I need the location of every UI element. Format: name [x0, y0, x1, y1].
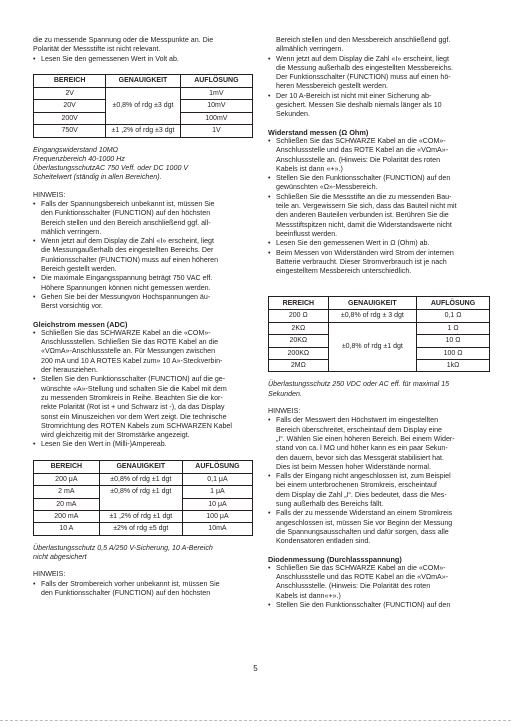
continued-text: Bereich stellen und den Messbereich anschließend ggf. allmählich verringern.	[276, 36, 451, 54]
list-item: • Beim Messen von Widerständen wird Strom der internen Batterie verbraucht. Dieser Stromverbrauch ist je nach eingestelltem Messbereich unterschiedlich.	[268, 249, 490, 277]
hinweis-label: HINWEIS:	[33, 190, 66, 199]
intro-text: die zu messende Spannung oder die Messpunkte an. Die Polarität der Messstifte ist nicht relevant.	[33, 36, 214, 54]
diode-list	[268, 564, 490, 610]
current-table	[33, 460, 253, 536]
ohm-list	[268, 137, 490, 276]
table-cell: 100mV	[180, 112, 252, 124]
table-header: AUFLÖSUNG	[182, 460, 252, 473]
table-row	[34, 486, 253, 498]
right-column	[268, 36, 490, 610]
table-row	[34, 87, 253, 99]
fuse-note: Überlastungsschutz 0,5 A/250 V-Sicherung, 10 A-Bereich nicht abgesichert	[33, 543, 213, 562]
table-cell: 2MΩ	[269, 360, 329, 372]
continued-list	[268, 55, 490, 120]
list-item: • Die maximale Eingangsspannung beträgt 750 VAC eff. Höhere Spannungen können nicht gemessen werden.	[33, 274, 253, 293]
table-cell: ±1 ,2% of rdg ±3 dgt	[106, 125, 180, 137]
table-cell: ±0,8% of rdg ±1 dgt	[99, 473, 182, 485]
table-cell: 1V	[180, 125, 252, 137]
table-header: BEREICH	[34, 74, 106, 87]
protection-note: Überlastungsschutz 250 VDC oder AC eff. für maximal 15 Sekunden.	[268, 380, 450, 398]
list-item: • Falls der Messwert den Höchstwert im eingestellten Bereich überschreitet, erscheintauf dem Display eine „I“. Wählen Sie einen höheren Bereich. Bei einem Wider- stand von ca. l MΩ und höher kann es ein paar Sekun- den dauern, bevor sich das Messgerät stabilisiert hat. Dies ist beim Messen hoher Widerstände normal.	[268, 416, 490, 472]
table-cell: ±0,8% of rdg ±1 dgt	[99, 486, 182, 511]
table-cell: 10mA	[182, 523, 252, 535]
table-header-row	[269, 297, 490, 310]
section-heading-ohm: Widerstand messen (Ω Ohm)	[268, 127, 369, 137]
table-cell: ±0,8% of rdg ±3 dgt	[106, 87, 180, 124]
list-item: • Schließen Sie das SCHWARZE Kabel an die «COM»- Anschlussstellen. Schließen Sie das ROTE Kabel an die «VΩmA»-Anschlussstelle an. Für Messungen zwischen 200 mA und 10 A ROTES Kabel zum» 10 A»-Steckverbin- der herausziehen.	[33, 329, 253, 375]
table-cell: 1 Ω	[417, 322, 490, 334]
table-cell: 1mV	[180, 87, 252, 99]
list-item: • Der 10 A-Bereich ist nicht mit einer Sicherung ab- gesichert. Messen Sie deshalb niemals länger als 10 Sekunden.	[268, 92, 490, 120]
table-header-row	[34, 460, 253, 473]
table-cell: 200 Ω	[269, 310, 329, 322]
table-header: GENAUIGKEIT	[106, 74, 180, 87]
dc-list	[33, 329, 253, 450]
table-cell: 20V	[34, 100, 106, 112]
table-cell: 200V	[34, 112, 106, 124]
list-item: • Lesen Sie den Wert in (Milli-)Ampereab.	[33, 440, 253, 449]
table-cell: 2KΩ	[269, 322, 329, 334]
page-number: 5	[253, 664, 258, 673]
list-item: • Schließen Sie die Messstifte an die zu messenden Bau- teile an. Vergewissern Sie sich, dass das Bauteil nicht mit den anderen Bauteilen verbunden ist. Berühren Sie die Messstiftspitzen nicht, damit die Widerstandswerte nicht beeinflusst werden.	[268, 193, 490, 239]
hinweis-label: HINWEIS:	[268, 407, 301, 416]
list-item: • Lesen Sie den gemessenen Wert in Ω (Ohm) ab.	[268, 239, 490, 248]
list-item: • Falls der Strombereich vorher unbekannt ist, müssen Sie den Funktionsschalter (FUNCTION) auf den höchsten	[33, 580, 253, 599]
table-cell: 0,1 μA	[182, 473, 252, 485]
table-header: REREICH	[269, 297, 329, 310]
table-cell: 10 Ω	[417, 335, 490, 347]
list-item: • Wenn jetzt auf dem Display die Zahl «I» erscheint, liegt die Messung außerhalb des eingestellten Messbereichs. Der Funktionsschalter (FUNCTION) muss auf einen hö- heren Messbereich gestellt werden.	[268, 55, 490, 92]
table-cell: 20 mA	[34, 498, 100, 510]
list-item: • Gehen Sie bei der Messungvon Hochspannungen äu- Berst vorsichtig vor.	[33, 293, 253, 312]
table-cell: 200KΩ	[269, 347, 329, 359]
table-cell: 1kΩ	[417, 360, 490, 372]
intro-list	[33, 55, 253, 64]
table-cell: ±0,8% of rdg ± 3 dgt	[328, 310, 416, 322]
list-item: • Stellen Sie den Funktionsschalter (FUNCTION) auf den gewünschten «Ω»-Messbereich.	[268, 174, 490, 193]
list-item: • Wenn jetzt auf dem Display die Zahl «I» erscheint, liegt die Messungaußerhalb des eingestellten Bereichs. Der Funktionsschalter (FUNCTION) muss auf einen höheren Bereich gestellt werden.	[33, 237, 253, 274]
table-row	[269, 322, 490, 334]
bottom-divider	[0, 720, 511, 721]
table-cell: 100 μA	[182, 510, 252, 522]
table-cell: 10mV	[180, 100, 252, 112]
hinweis-list	[268, 416, 490, 546]
table-header: AUFLÖSUNG	[180, 74, 252, 87]
table-row	[34, 510, 253, 522]
resistance-table	[268, 296, 490, 372]
table-cell: 10 A	[34, 523, 100, 535]
table-header: GENAUIGKEIT	[99, 460, 182, 473]
list-item: • Falls der zu messende Widerstand an einem Stromkreis angeschlossen ist, müssen Sie vor Beginn der Messung die Spannungsausschalten und dafür sorgen, dass alle Kondensatoren entladen sind.	[268, 509, 490, 546]
table-cell: ±1 ,2% of rdg ±1 dgt	[99, 510, 182, 522]
list-item: • Schließen Sie das SCHWARZE Kabel an die «COM»- Anschlussstelle und das ROTE Kabel an die «VΩmA»- Anschlussstelle. (Hinweis: Die Polarität des roten Kabels ist dann«+».)	[268, 564, 490, 601]
section-heading-diode: Diodenmessung (Durchlassspannung)	[268, 554, 402, 564]
list-item: • Falls der Spannungsbereich unbekannt ist, müssen Sie den Funktionsschalter (FUNCTION) auf den höchsten Bereich stellen und den Bereich anschließend ggf. all- mählich verringern.	[33, 200, 253, 237]
section-heading-dc: Gleichstrom messen (ADC)	[33, 319, 128, 329]
table-header: BEREICH	[34, 460, 100, 473]
table-cell: 0,1 Ω	[417, 310, 490, 322]
table-cell: 1 μA	[182, 486, 252, 498]
hinweis-list	[33, 200, 253, 312]
table-row	[34, 523, 253, 535]
list-item: • Stellen Sie den Funktionsschalter (FUNCTION) auf die ge- wünschte «A»-Stellung und schalten Sie die Kabel mit dem zu messenden Stromkreis in Reihe. Beachten Sie die kor- rekte Polarität (Rot ist + und Schwarz ist -), da das Display sonst ein Minuszeichen vor dem Wert zeigt. Die technische Stromrichtung des ROTEN Kabels zum SCHWARZEN Kabel wird gleichzeitig mit der Stromstärke angezeigt.	[33, 375, 253, 440]
table-cell: 750V	[34, 125, 106, 137]
list-item: • Stellen Sie den Funktionsschalter (FUNCTION) auf den	[268, 601, 490, 610]
table-cell: 2V	[34, 87, 106, 99]
table-row	[34, 125, 253, 137]
table-header: AUFLÖSUNG	[417, 297, 490, 310]
table-cell: 100 Ω	[417, 347, 490, 359]
table-cell: 200 μA	[34, 473, 100, 485]
hinweis-label: HINWEIS:	[33, 570, 66, 579]
table-cell: ±0,8% of rdg ±1 dgt	[328, 322, 416, 372]
list-item: • Lesen Sie den gemessenen Wert in Volt ab.	[33, 55, 253, 64]
left-column	[33, 36, 253, 598]
voltage-specs: Eingangswiderstand 10MΩ Frequenzbereich 40-1000 Hz ÜberlastungsschutzAC 750 Veff. oder DC 1000 V Scheitelwert (ständig in allen Bereichen).	[33, 145, 189, 182]
table-row	[269, 310, 490, 322]
table-cell: 20KΩ	[269, 335, 329, 347]
list-item: • Falls der Eingang nicht angeschlossen ist, zum Beispiel bei einem unterbrochenen Stromkreis, erscheintauf dem Display die Zahl „I“. Dies bedeutet, dass die Mes- sung außerhalb des Bereichs fällt.	[268, 472, 490, 509]
table-cell: 200 mA	[34, 510, 100, 522]
list-item: • Schließen Sie das SCHWARZE Kabel an die «COM»- Anschlussstelle und das ROTE Kabel an die «VΩmA»- Anschlussstelle an. (Hinweis: Die Polarität des roten Kabels ist dann «+».)	[268, 137, 490, 174]
table-header-row	[34, 74, 253, 87]
table-cell: 2 mA	[34, 486, 100, 498]
hinweis2-list	[33, 580, 253, 599]
table-cell: ±2% of rdg ±5 dgt	[99, 523, 182, 535]
table-header: GENAUIGKEIT	[328, 297, 416, 310]
voltage-table	[33, 74, 253, 138]
table-cell: 10 μA	[182, 498, 252, 510]
table-row	[34, 473, 253, 485]
